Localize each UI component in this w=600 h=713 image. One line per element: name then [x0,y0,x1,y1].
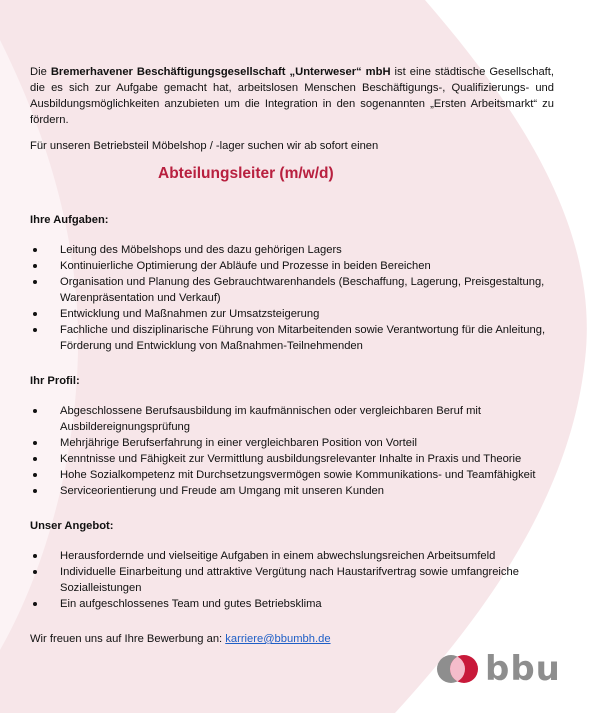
list-item: Organisation und Planung des Gebrauchtwarenhandels (Beschaffung, Lagerung, Preisgestaltung, Warenpräsentation und Verkauf) [30,274,554,306]
list-item: Individuelle Einarbeitung und attraktive Vergütung nach Haustarifvertrag sowie umfangreiche Sozialleistungen [30,564,554,596]
list-item: Leitung des Möbelshops und des dazu gehörigen Lagers [30,242,554,258]
list-item: Abgeschlossene Berufsausbildung im kaufmännischen oder vergleichbaren Beruf mit Ausbildereignungsprüfung [30,403,554,435]
list-item: Kenntnisse und Fähigkeit zur Vermittlung ausbildungsrelevanter Inhalte in Praxis und Theorie [30,451,554,467]
overlapping-circles-logo-icon [437,653,479,685]
email-link[interactable]: karriere@bbumbh.de [225,633,331,645]
closing-line: Wir freuen uns auf Ihre Bewerbung an: karriere@bbumbh.de [30,633,331,645]
list-item: Kontinuierliche Optimierung der Abläufe und Prozesse in beiden Bereichen [30,258,554,274]
list-item: Mehrjährige Berufserfahrung in einer vergleichbaren Position von Vorteil [30,435,554,451]
lead-sentence: Für unseren Betriebsteil Möbelshop / -lager suchen wir ab sofort einen [30,140,379,152]
company-name: Bremerhavener Beschäftigungsgesellschaft „Unterweser“ mbH [50,66,391,78]
logo-text: bbu [485,649,561,689]
job-title: Abteilungsleiter (m/w/d) [158,165,334,182]
tasks-list [30,242,554,354]
list-item: Entwicklung und Maßnahmen zur Umsatzsteigerung [30,306,554,322]
list-item: Herausfordernde und vielseitige Aufgaben in einem abwechslungsreichen Arbeitsumfeld [30,548,554,564]
bbu-logo [437,649,561,689]
profile-list [30,403,554,499]
section-title-profile: Ihr Profil: [30,375,80,387]
list-item: Fachliche und disziplinarische Führung von Mitarbeitenden sowie Verantwortung für die Anleitung, Förderung und Entwicklung von Maßnahmen-Teilnehmenden [30,322,554,354]
job-posting [30,64,554,658]
list-item: Ein aufgeschlossenes Team und gutes Betriebsklima [30,596,554,612]
list-item: Serviceorientierung und Freude am Umgang mit unseren Kunden [30,483,554,499]
offer-list [30,548,554,612]
list-item: Hohe Sozialkompetenz mit Durchsetzungsvermögen sowie Kommunikations- und Teamfähigkeit [30,467,554,483]
intro-paragraph: Die Bremerhavener Beschäftigungsgesellschaft „Unterweser“ mbH ist eine städtische Gesellschaft, die es sich zur Aufgabe gemacht hat, arbeitslosen Menschen Beschäftigungs-, Qualifizierungs- und Ausbildungsmöglichkeiten anzubieten um die Integration in den sogenannten „Ersten Arbeitsmarkt“ zu fördern. [30,66,554,126]
section-title-offer: Unser Angebot: [30,520,114,532]
section-title-tasks: Ihre Aufgaben: [30,214,109,226]
